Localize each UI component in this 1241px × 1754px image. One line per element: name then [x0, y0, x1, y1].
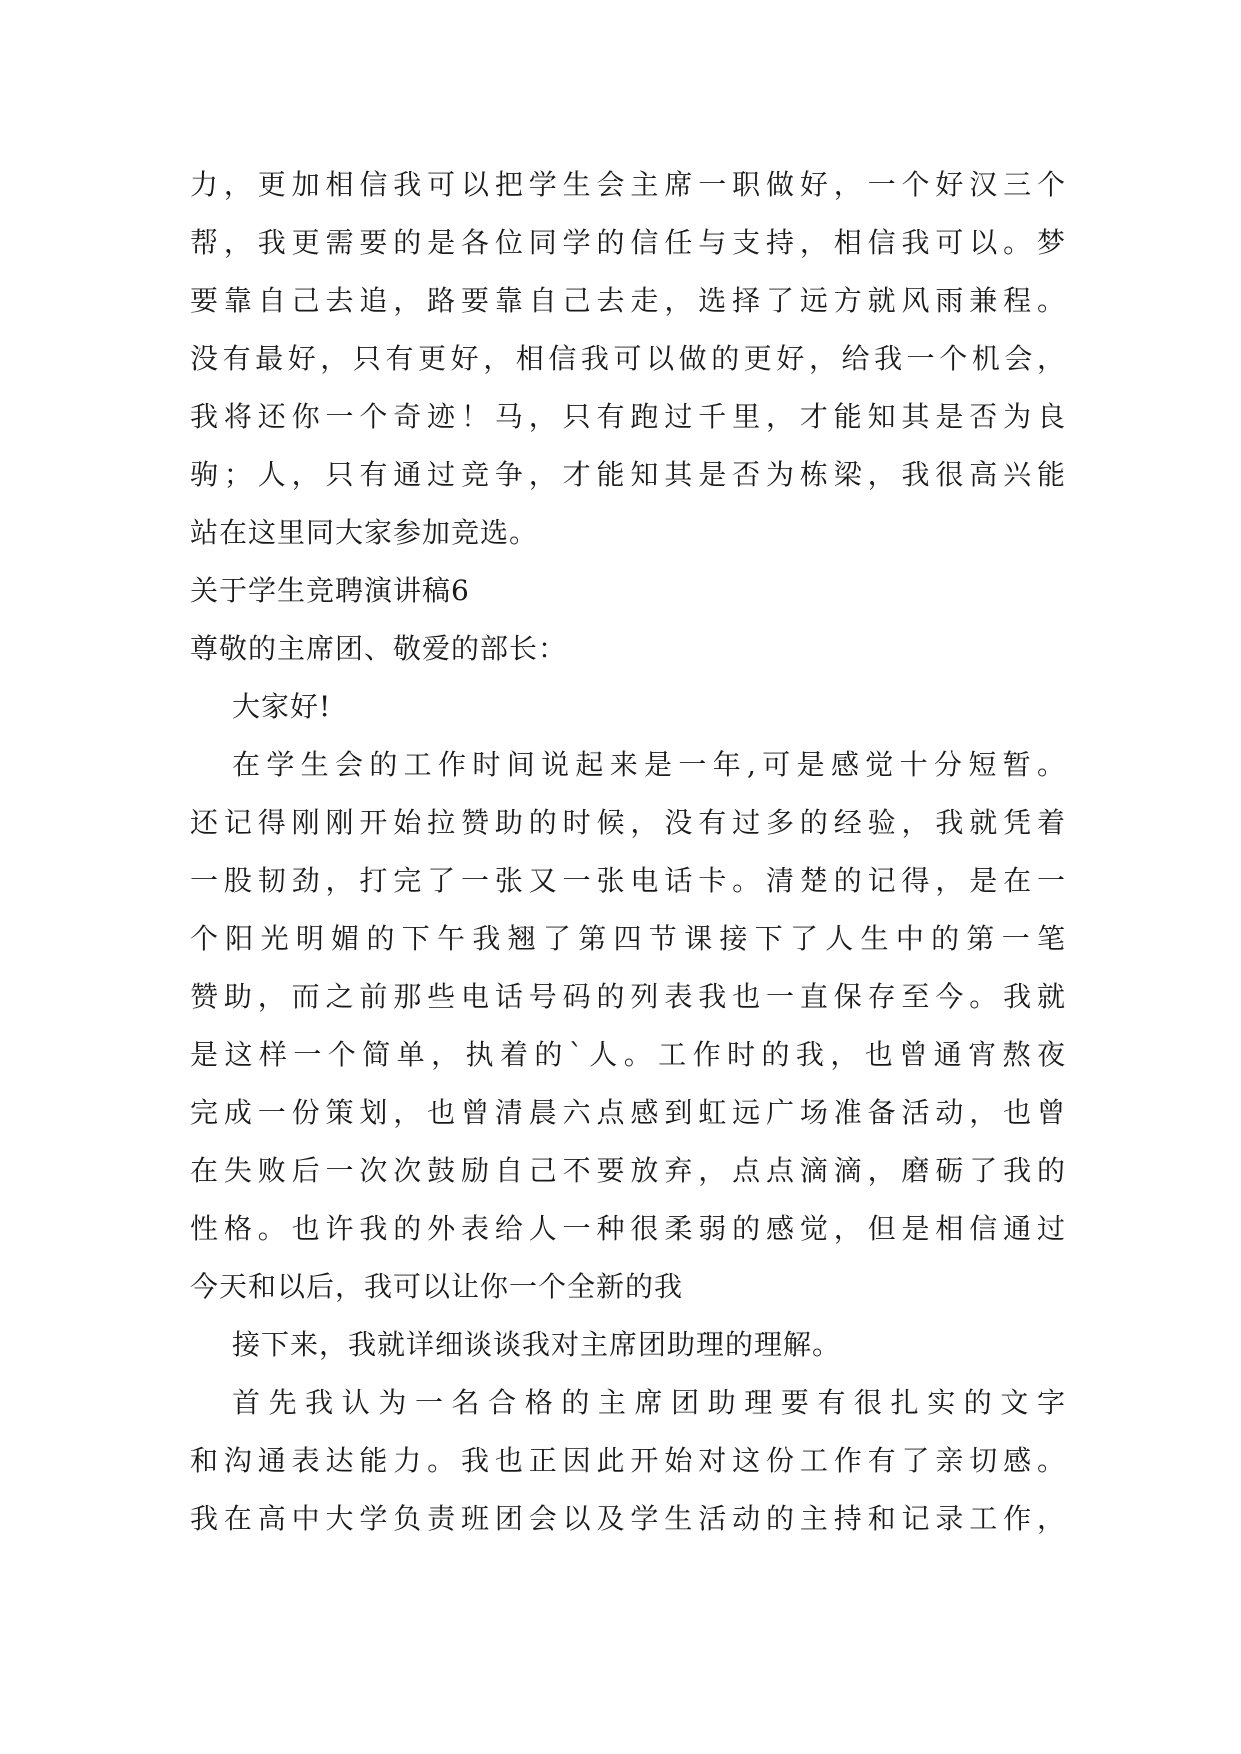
section-heading: 关于学生竞聘演讲稿6: [190, 574, 470, 607]
text-line: 首先我认为一名合格的主席团助理要有很扎实的文字: [232, 1386, 1065, 1419]
document-body: [190, 156, 1065, 1548]
text-line: 和沟通表达能力。我也正因此开始对这份工作有了亲切感。: [190, 1444, 1065, 1477]
text-line: 性格。也许我的外表给人一种很柔弱的感觉，但是相信通过: [190, 1212, 1065, 1245]
text-line: 完成一份策划，也曾清晨六点感到虹远广场准备活动，也曾: [190, 1096, 1065, 1129]
text-line: 没有最好，只有更好，相信我可以做的更好，给我一个机会，: [190, 342, 1065, 375]
text-line: 在失败后一次次鼓励自己不要放弃，点点滴滴，磨砺了我的: [190, 1154, 1065, 1187]
text-line: 个阳光明媚的下午我翘了第四节课接下了人生中的第一笔: [190, 922, 1065, 955]
text-line: 帮，我更需要的是各位同学的信任与支持，相信我可以。梦: [190, 226, 1065, 259]
salutation: 尊敬的主席团、敬爱的部长：: [190, 632, 568, 665]
text-line: 站在这里同大家参加竞选。: [190, 516, 539, 549]
text-line: 一股韧劲，打完了一张又一张电话卡。清楚的记得，是在一: [190, 864, 1065, 897]
text-line: 接下来，我就详细谈谈我对主席团助理的理解。: [232, 1328, 842, 1361]
text-line: 赞助，而之前那些电话号码的列表我也一直保存至今。我就: [190, 980, 1065, 1013]
greeting: 大家好!: [232, 690, 332, 723]
text-line: 力，更加相信我可以把学生会主席一职做好，一个好汉三个: [190, 168, 1065, 201]
text-line: 驹；人，只有通过竞争，才能知其是否为栋梁，我很高兴能: [190, 458, 1065, 491]
text-line: 要靠自己去追，路要靠自己去走，选择了远方就风雨兼程。: [190, 284, 1065, 317]
text-line: 在学生会的工作时间说起来是一年,可是感觉十分短暂。: [232, 748, 1065, 781]
text-line: 我在高中大学负责班团会以及学生活动的主持和记录工作，: [190, 1502, 1065, 1535]
text-line: 还记得刚刚开始拉赞助的时候，没有过多的经验，我就凭着: [190, 806, 1065, 839]
text-line: 是这样一个简单，执着的`人。工作时的我，也曾通宵熬夜: [190, 1038, 1065, 1071]
text-line: 今天和以后，我可以让你一个全新的我: [190, 1270, 684, 1303]
text-line: 我将还你一个奇迹！马，只有跑过千里，才能知其是否为良: [190, 400, 1065, 433]
